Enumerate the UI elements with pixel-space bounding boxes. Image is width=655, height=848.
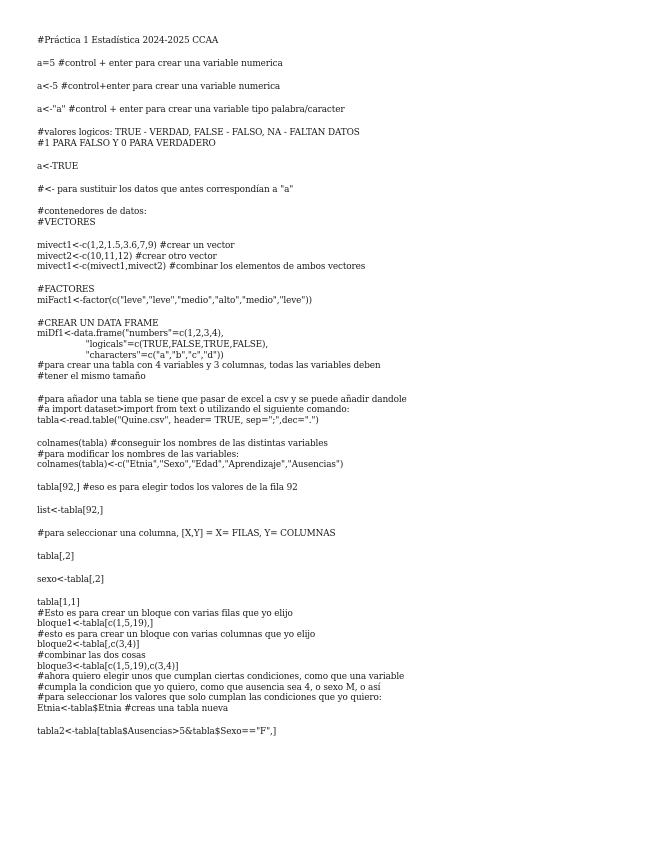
- code-line: tabla<-read.table("Quine.csv", header= TRUE, sep=";",dec="."): [37, 415, 319, 426]
- blank-line: [37, 427, 643, 439]
- code-line: bloque2<-tabla[,c(3,4)]: [37, 640, 140, 651]
- blank-line: [37, 715, 643, 727]
- code-line: #FACTORES: [37, 285, 95, 296]
- code-line: #valores logicos: TRUE - VERDAD, FALSE - FALSO, NA - FALTAN DATOS: [37, 127, 360, 138]
- code-line: a<-"a" #control + enter para crear una variable tipo palabra/caracter: [37, 104, 345, 115]
- code-line: #para modificar los nombres de las variables:: [37, 449, 239, 460]
- code-line: #a import dataset>import from text o utilizando el siguiente comando:: [37, 405, 350, 416]
- code-line: a<-5 #control+enter para crear una variable numerica: [37, 81, 281, 92]
- code-line: #1 PARA FALSO Y 0 PARA VERDADERO: [37, 138, 216, 149]
- code-line: a<-TRUE: [37, 161, 79, 172]
- blank-line: [37, 70, 643, 82]
- code-line: colnames(tabla)<-c("Etnia","Sexo","Edad","Aprendizaje","Ausencias"): [37, 460, 344, 471]
- code-line: tabla[92,] #eso es para elegir todos los valores de la fila 92: [37, 483, 298, 494]
- blank-line: [37, 149, 643, 161]
- blank-line: [37, 586, 643, 598]
- blank-line: [37, 563, 643, 575]
- code-line: #esto es para crear un bloque con varias columnas que yo elijo: [37, 629, 316, 640]
- code-line: list<-tabla[92,]: [37, 506, 104, 517]
- blank-line: [37, 494, 643, 506]
- code-line: #cumpla la condicion que yo quiero, como que ausencia sea 4, o sexo M, o así: [37, 682, 381, 693]
- code-line: #CREAR UN DATA FRAME: [37, 318, 159, 329]
- script-document: [37, 36, 643, 738]
- blank-line: [37, 517, 643, 529]
- code-line: #VECTORES: [37, 218, 96, 229]
- code-line: miFact1<-factor(c("leve","leve","medio","alto","medio","leve")): [37, 295, 312, 306]
- code-line: tabla2<-tabla[tabla$Ausencias>5&tabla$Sexo=="F",]: [37, 726, 277, 737]
- blank-line: [37, 306, 643, 318]
- code-line: miDf1<-data.frame("numbers"=c(1,2,3,4),: [37, 329, 224, 340]
- code-line: sexo<-tabla[,2]: [37, 575, 104, 586]
- blank-line: [37, 273, 643, 285]
- code-line: bloque3<-tabla[c(1,5,19),c(3,4)]: [37, 661, 179, 672]
- code-line: mivect1<-c(mivect1,mivect2) #combinar los elementos de ambos vectores: [37, 262, 366, 273]
- code-line: tabla[1,1]: [37, 598, 80, 609]
- code-line: a=5 #control + enter para crear una variable numerica: [37, 58, 283, 69]
- code-line: bloque1<-tabla[c(1,5,19),]: [37, 619, 154, 630]
- blank-line: [37, 195, 643, 207]
- code-line: mivect2<-c(10,11,12) #crear otro vector: [37, 251, 217, 262]
- code-line: "logicals"=c(TRUE,FALSE,TRUE,FALSE),: [37, 340, 269, 350]
- blank-line: [37, 471, 643, 483]
- code-line: Etnia<-tabla$Etnia #creas una tabla nueva: [37, 703, 229, 714]
- blank-line: [37, 47, 643, 59]
- code-line: colnames(tabla) #conseguir los nombres de las distintas variables: [37, 438, 328, 449]
- blank-line: [37, 116, 643, 128]
- code-line: #para seleccionar los valores que solo cumplan las condiciones que yo quiero:: [37, 693, 382, 704]
- code-line: mivect1<-c(1,2,1.5,3.6,7,9) #crear un vector: [37, 241, 235, 252]
- code-line: #tener el mismo tamaño: [37, 371, 146, 382]
- code-line: #para seleccionar una columna, [X,Y] = X= FILAS, Y= COLUMNAS: [37, 529, 336, 540]
- blank-line: [37, 540, 643, 552]
- code-line: tabla[,2]: [37, 552, 74, 563]
- code-line: #Esto es para crear un bloque con varias filas que yo elijo: [37, 608, 293, 619]
- code-line: "characters"=c("a","b","c","d")): [37, 350, 224, 361]
- code-line: #para crear una tabla con 4 variables y 3 columnas, todas las variables deben: [37, 361, 381, 372]
- blank-line: [37, 382, 643, 394]
- code-line: #<- para sustituir los datos que antes correspondían a "a": [37, 184, 294, 195]
- code-line: #Práctica 1 Estadística 2024-2025 CCAA: [37, 36, 219, 46]
- blank-line: [37, 172, 643, 184]
- code-line: #ahora quiero elegir unos que cumplan ciertas condiciones, como que una variable: [37, 672, 405, 683]
- blank-line: [37, 229, 643, 241]
- code-line: #combinar las dos cosas: [37, 651, 146, 661]
- blank-line: [37, 93, 643, 105]
- code-line: #contenedores de datos:: [37, 207, 147, 218]
- code-line: #para añador una tabla se tiene que pasar de excel a csv y se puede añadir dandole: [37, 394, 407, 405]
